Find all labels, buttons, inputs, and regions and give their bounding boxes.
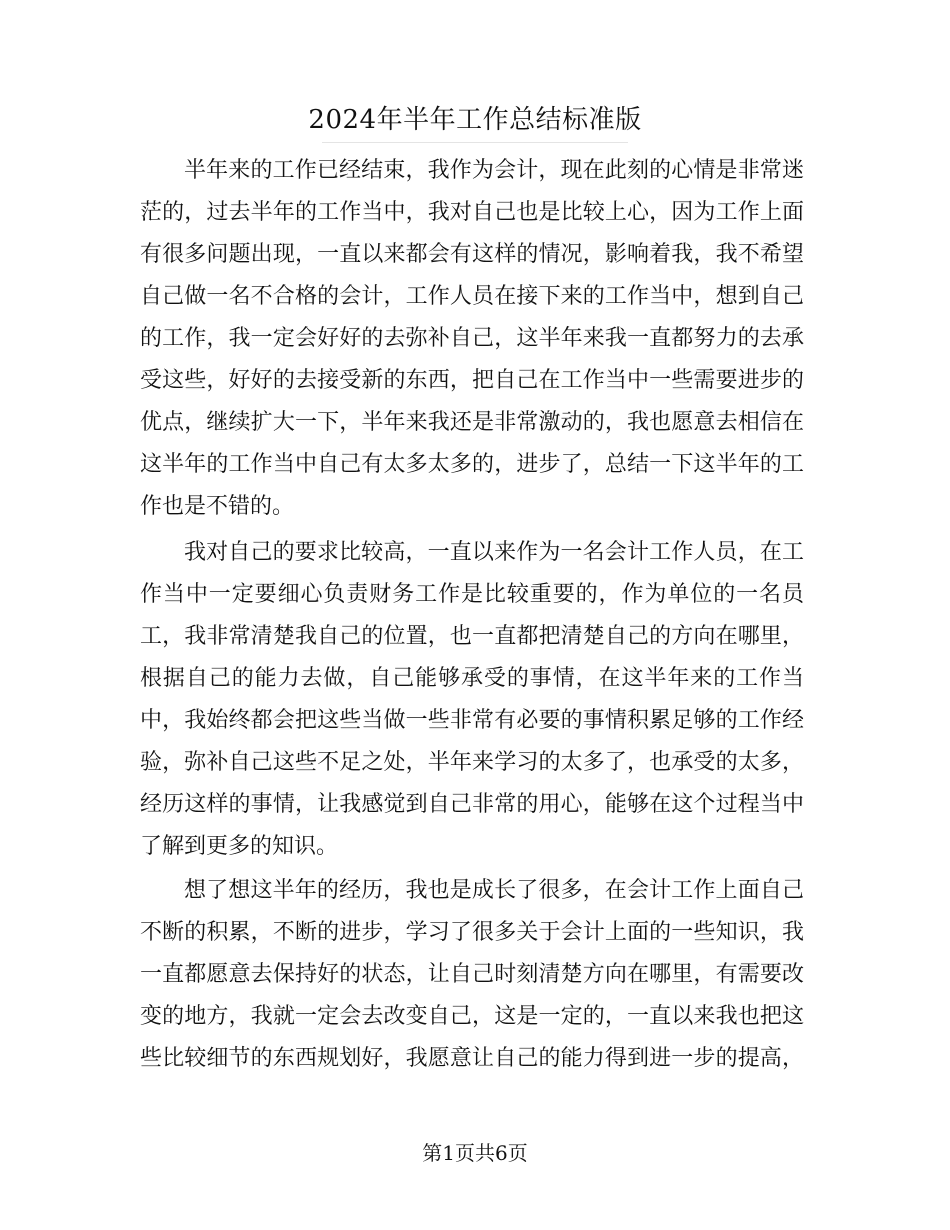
page-number-footer: 第1页共6页 — [422, 1141, 528, 1165]
text-line: 作也是不错的。 — [140, 494, 295, 519]
text-line: 了解到更多的知识。 — [140, 834, 339, 859]
text-line: 根据自己的能力去做，自己能够承受的事情，在这半年来的工作当 — [140, 666, 804, 691]
text-line: 些比较细节的东西规划好，我愿意让自己的能力得到进一步的提高， — [140, 1046, 804, 1071]
text-line: 我对自己的要求比较高，一直以来作为一名会计工作人员，在工 — [184, 540, 804, 565]
text-line: 的工作，我一定会好好的去弥补自己，这半年来我一直都努力的去承 — [140, 326, 804, 351]
paragraph-3 — [140, 870, 804, 1080]
text-line: 受这些，好好的去接受新的东西，把自己在工作当中一些需要进步的 — [140, 368, 804, 393]
text-line: 有很多问题出现，一直以来都会有这样的情况，影响着我，我不希望 — [140, 242, 804, 267]
text-line: 验，弥补自己这些不足之处，半年来学习的太多了，也承受的太多， — [140, 750, 804, 775]
text-line: 茫的，过去半年的工作当中，我对自己也是比较上心，因为工作上面 — [140, 200, 804, 225]
text-line: 半年来的工作已经结束，我作为会计，现在此刻的心情是非常迷 — [184, 158, 804, 183]
text-line: 优点，继续扩大一下，半年来我还是非常激动的，我也愿意去相信在 — [140, 410, 804, 435]
paragraph-2 — [140, 532, 804, 868]
text-line: 这半年的工作当中自己有太多太多的，进步了，总结一下这半年的工 — [140, 452, 804, 477]
text-line: 想了想这半年的经历，我也是成长了很多，在会计工作上面自己 — [184, 878, 804, 903]
text-line: 作当中一定要细心负责财务工作是比较重要的，作为单位的一名员 — [140, 582, 804, 607]
text-line: 变的地方，我就一定会去改变自己，这是一定的，一直以来我也把这 — [140, 1004, 804, 1029]
text-line: 一直都愿意去保持好的状态，让自己时刻清楚方向在哪里，有需要改 — [140, 962, 804, 987]
text-line: 自己做一名不合格的会计，工作人员在接下来的工作当中，想到自己 — [140, 284, 804, 309]
text-line: 中，我始终都会把这些当做一些非常有必要的事情积累足够的工作经 — [140, 708, 804, 733]
title-underline — [322, 142, 628, 143]
text-line: 工，我非常清楚我自己的位置，也一直都把清楚自己的方向在哪里， — [140, 624, 804, 649]
text-line: 不断的积累，不断的进步，学习了很多关于会计上面的一些知识，我 — [140, 920, 804, 945]
paragraph-1 — [140, 150, 804, 528]
text-line: 经历这样的事情，让我感觉到自己非常的用心，能够在这个过程当中 — [140, 792, 804, 817]
document-title: 2024年半年工作总结标准版 — [308, 105, 642, 135]
